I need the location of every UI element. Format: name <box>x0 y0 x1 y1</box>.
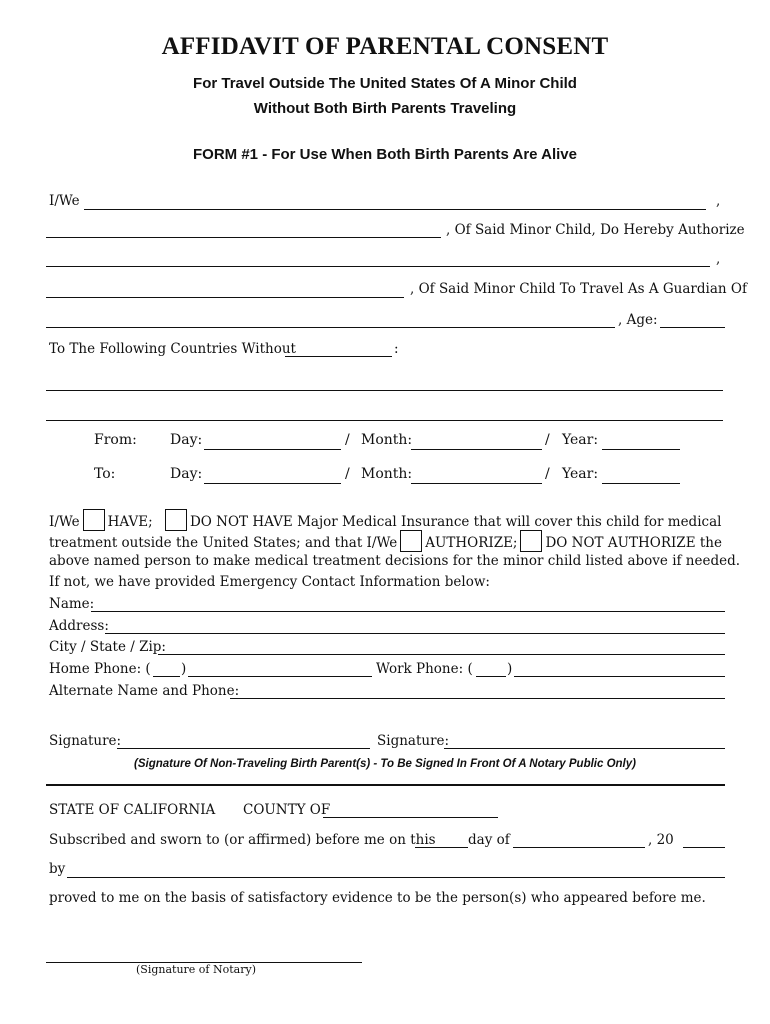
name-label: Name: <box>49 596 95 612</box>
from-month-label: Month: <box>361 432 413 448</box>
colon: : <box>394 341 399 357</box>
name-field[interactable] <box>91 611 725 612</box>
countries-field-1[interactable] <box>46 390 723 391</box>
home-phone-field[interactable] <box>188 676 372 677</box>
proved-text: proved to me on the basis of satisfactory evidence to be the person(s) who appeared before me. <box>49 890 706 906</box>
section-divider <box>46 784 725 786</box>
alternate-label: Alternate Name and Phone: <box>49 683 240 699</box>
medical-line-1 <box>49 509 721 531</box>
child-name-field[interactable] <box>46 327 615 328</box>
have-checkbox[interactable] <box>83 509 105 531</box>
city-field[interactable] <box>158 654 725 655</box>
county-label: COUNTY OF <box>243 802 331 818</box>
sworn-text: Subscribed and sworn to (or affirmed) before me on this <box>49 832 436 848</box>
notary-signature-label: (Signature of Notary) <box>136 963 256 976</box>
work-phone-field[interactable] <box>514 676 725 677</box>
day-of-label: day of <box>468 832 510 848</box>
signature-label-2: Signature: <box>377 733 450 749</box>
countries-field-2[interactable] <box>46 420 723 421</box>
home-phone-label: Home Phone: ( <box>49 661 151 677</box>
slash: / <box>545 432 550 448</box>
from-year-field[interactable] <box>602 449 680 450</box>
i-we-label: I/We <box>49 514 80 530</box>
to-label: To: <box>94 466 116 482</box>
i-we-label: I/We <box>49 193 80 209</box>
sworn-year-field[interactable] <box>683 847 725 848</box>
to-year-label: Year: <box>562 466 599 482</box>
form-heading: FORM #1 - For Use When Both Birth Parents Are Alive <box>193 146 577 163</box>
by-label: by <box>49 861 66 877</box>
to-month-label: Month: <box>361 466 413 482</box>
paren-close: ) <box>181 661 187 677</box>
signature-field-1[interactable] <box>117 748 370 749</box>
subtitle-line-2: Without Both Birth Parents Traveling <box>253 100 517 117</box>
guardian-text: , Of Said Minor Child To Travel As A Guardian Of <box>410 281 747 297</box>
work-phone-label: Work Phone: ( <box>376 661 473 677</box>
do-not-have-label: DO NOT HAVE Major Medical Insurance that will cover this child for medical <box>189 514 722 530</box>
guardian-name-field[interactable] <box>46 266 710 267</box>
authorize-text: , Of Said Minor Child, Do Hereby Authorize <box>446 222 745 238</box>
comma-2: , <box>716 251 721 267</box>
county-field[interactable] <box>323 817 498 818</box>
document-title: AFFIDAVIT OF PARENTAL CONSENT <box>161 33 609 60</box>
to-day-label: Day: <box>170 466 203 482</box>
age-label: , Age: <box>618 312 658 328</box>
by-field[interactable] <box>67 877 725 878</box>
authorize-label: AUTHORIZE; <box>425 535 518 551</box>
sworn-month-field[interactable] <box>513 847 645 848</box>
work-area-code-field[interactable] <box>476 676 506 677</box>
slash: / <box>345 432 350 448</box>
from-day-label: Day: <box>170 432 203 448</box>
signature-note: (Signature Of Non-Traveling Birth Parent(s) - To Be Signed In Front Of A Notary Public Only) <box>134 758 636 770</box>
alternate-field[interactable] <box>230 698 725 699</box>
address-label: Address: <box>49 618 109 634</box>
countries-label: To The Following Countries Without <box>49 341 296 357</box>
medical-line-3: above named person to make medical treatment decisions for the minor child listed above if needed. <box>49 553 741 569</box>
from-day-field[interactable] <box>204 449 341 450</box>
slash: / <box>345 466 350 482</box>
from-year-label: Year: <box>562 432 599 448</box>
to-year-field[interactable] <box>602 483 680 484</box>
relationship-field[interactable] <box>46 237 441 238</box>
comma: , <box>716 193 721 209</box>
medical-line-4: If not, we have provided Emergency Contact Information below: <box>49 574 490 590</box>
from-month-field[interactable] <box>411 449 542 450</box>
to-month-field[interactable] <box>411 483 542 484</box>
state-label: STATE OF CALIFORNIA <box>49 802 216 818</box>
paren-close: ) <box>507 661 513 677</box>
do-not-authorize-checkbox[interactable] <box>520 530 542 552</box>
signature-field-2[interactable] <box>444 748 725 749</box>
authorize-checkbox[interactable] <box>400 530 422 552</box>
signature-label-1: Signature: <box>49 733 122 749</box>
subtitle-line-1: For Travel Outside The United States Of A Minor Child <box>193 75 577 92</box>
parent-names-field[interactable] <box>84 209 706 210</box>
from-label: From: <box>94 432 137 448</box>
age-field[interactable] <box>660 327 725 328</box>
medical-line-2-text: treatment outside the United States; and that I/We <box>49 535 398 551</box>
sworn-day-field[interactable] <box>415 847 468 848</box>
do-not-have-checkbox[interactable] <box>165 509 187 531</box>
home-area-code-field[interactable] <box>153 676 180 677</box>
to-day-field[interactable] <box>204 483 341 484</box>
without-field[interactable] <box>285 356 392 357</box>
slash: / <box>545 466 550 482</box>
medical-line-2 <box>49 530 722 552</box>
guardian-relationship-field[interactable] <box>46 297 404 298</box>
address-field[interactable] <box>105 633 725 634</box>
year-prefix: , 20 <box>648 832 674 848</box>
city-label: City / State / Zip: <box>49 639 166 655</box>
do-not-authorize-label: DO NOT AUTHORIZE the <box>545 535 722 551</box>
have-label: HAVE; <box>107 514 153 530</box>
